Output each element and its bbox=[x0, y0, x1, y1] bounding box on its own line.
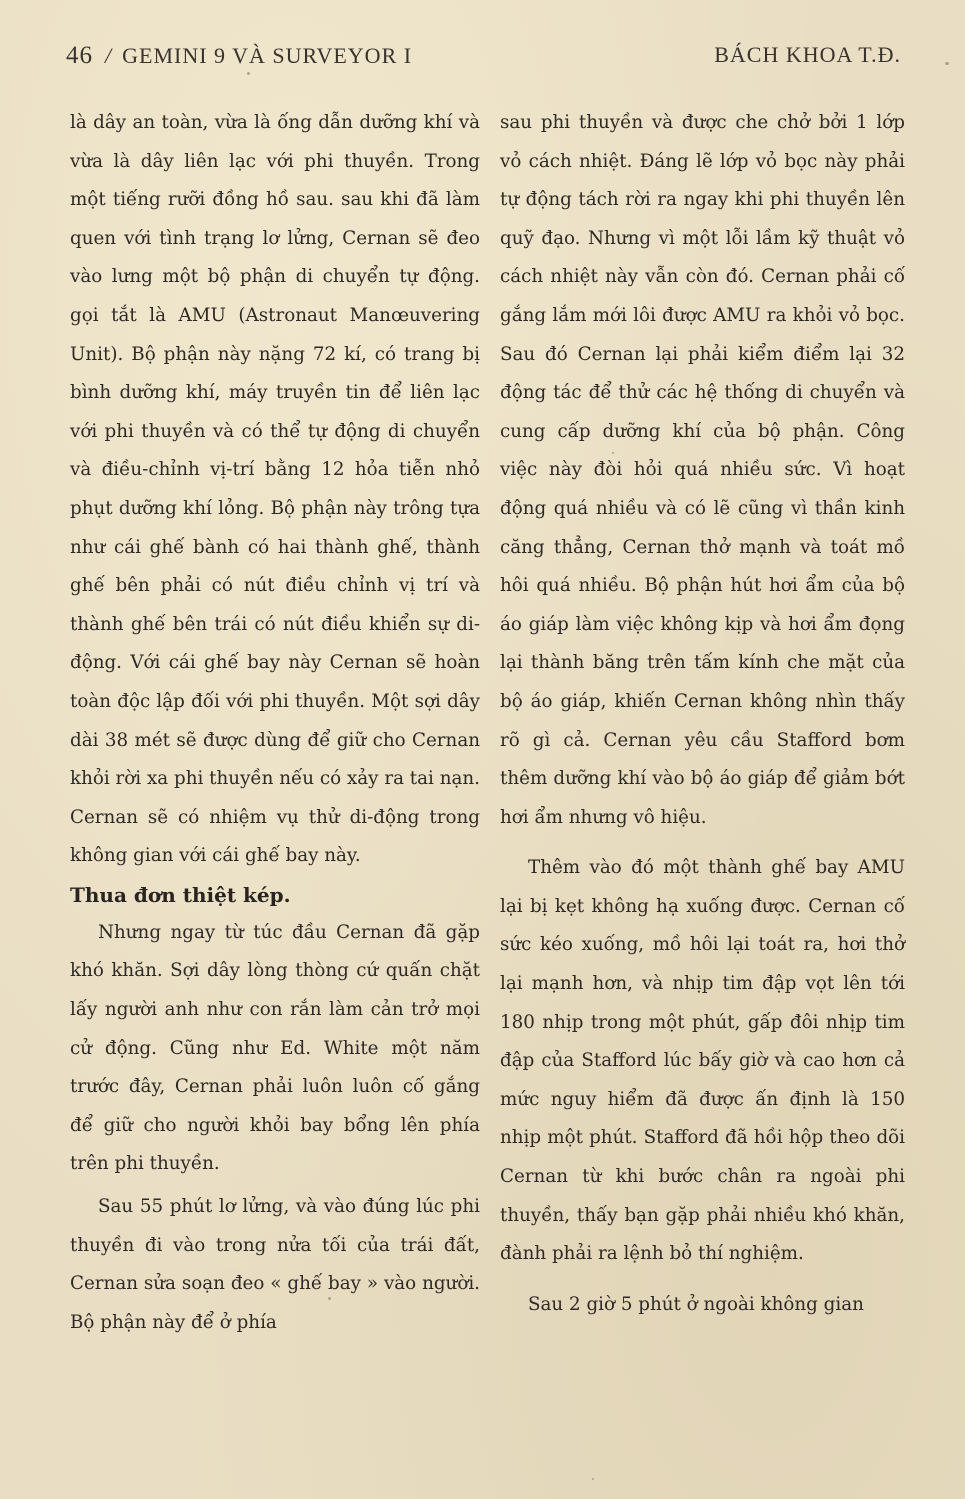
article-title: GEMINI 9 VÀ SURVEYOR I bbox=[122, 43, 413, 68]
right-paragraph-3: Sau 2 giờ 5 phút ở ngoài không gian bbox=[528, 1293, 864, 1315]
right-column bbox=[500, 104, 905, 1324]
paper-speck bbox=[945, 62, 949, 65]
paper-speck bbox=[592, 1478, 594, 1480]
section-heading: Thua đơn thiệt kép. bbox=[70, 882, 291, 907]
right-paragraph-2: Thêm vào đó một thành ghế bay AMU lại bị kẹt không hạ xuống được. Cernan cố sức kéo xuống, mồ hôi lại toát ra, hơi thở lại mạnh hơn, và nhịp tim đập vọt lên tới 180 nhịp trong một phút, gấp đôi nhịp tim đập của Stafford lúc bấy giờ và cao hơn cả mức nguy hiểm đã được ấn định là 150 nhịp một phút. Stafford đã hồi hộp theo dõi Cernan từ khi bước chân ra ngoài phi thuyền, thấy bạn gặp phải nhiều khó khăn, đành phải ra lệnh bỏ thí nghiệm. bbox=[500, 857, 905, 1265]
paper-speck bbox=[247, 72, 250, 75]
header-separator: / bbox=[105, 43, 113, 68]
left-paragraph-3: Sau 55 phút lơ lửng, và vào đúng lúc phi thuyền đi vào trong nửa tối của trái đất, Cernan sửa soạn đeo « ghế bay » vào người. Bộ phận này để ở phía bbox=[70, 1196, 480, 1333]
left-column bbox=[70, 104, 480, 1342]
page-number: 46 bbox=[66, 42, 93, 69]
left-paragraph-1: là dây an toàn, vừa là ống dẫn dưỡng khí và vừa là dây liên lạc với phi thuyền. Trong một tiếng rưỡi đồng hồ sau. sau khi đã làm quen với tình trạng lơ lửng, Cernan sẽ đeo vào lưng một bộ phận di chuyển tự động. gọi tắt là AMU (Astronaut Manœuvering Unit). Bộ phận này nặng 72 kí, có trang bị bình dưỡng khí, máy truyền tin để liên lạc với phi thuyền và có thể tự động di chuyển và điều-chỉnh vị-trí bằng 12 hỏa tiễn nhỏ phụt dưỡng khí lỏng. Bộ phận này trông tựa như cái ghế bành có hai thành ghế, thành ghế bên phải có nút điều chỉnh vị trí và thành ghế bên trái có nút điều khiển sự di-động. Với cái ghế bay này Cernan sẽ hoàn toàn độc lập đối với phi thuyền. Một sợi dây dài 38 mét sẽ được dùng để giữ cho Cernan khỏi rời xa phi thuyền nếu có xảy ra tai nạn. Cernan sẽ có nhiệm vụ thử di-động trong không gian với cái ghế bay này. bbox=[70, 112, 480, 867]
left-paragraph-2: Nhưng ngay từ túc đầu Cernan đã gặp khó khăn. Sợi dây lòng thòng cứ quấn chặt lấy người anh như con rắn làm cản trở mọi cử động. Cũng như Ed. White một năm trước đây, Cernan phải luôn luôn cố gắng để giữ cho người khỏi bay bổng lên phía trên phi thuyền. bbox=[70, 921, 480, 1175]
header-left bbox=[66, 42, 412, 70]
running-header bbox=[66, 42, 901, 78]
paper-speck bbox=[328, 1297, 331, 1300]
right-paragraph-1: sau phi thuyền và được che chở bởi 1 lớp vỏ cách nhiệt. Đáng lẽ lớp vỏ bọc này phải tự động tách rời ra ngay khi phi thuyền lên quỹ đạo. Nhưng vì một lỗi lầm kỹ thuật vỏ cách nhiệt này vẫn còn đó. Cernan phải cố gắng lắm mới lôi được AMU ra khỏi vỏ bọc. Sau đó Cernan lại phải kiểm điểm lại 32 động tác để thử các hệ thống di chuyển và cung cấp dưỡng khí của bộ phận. Công việc này đòi hỏi quá nhiều sức. Vì hoạt động quá nhiều và có lẽ cũng vì thần kinh căng thẳng, Cernan thở mạnh và toát mồ hôi quá nhiều. Bộ phận hút hơi ẩm của bộ áo giáp làm việc không kịp và hơi ẩm đọng lại thành băng trên tấm kính che mặt của bộ áo giáp, khiến Cernan không nhìn thấy rõ gì cả. Cernan yêu cầu Stafford bơm thêm dưỡng khí vào bộ áo giáp để giảm bớt hơi ẩm nhưng vô hiệu. bbox=[500, 112, 905, 828]
paper-speck bbox=[612, 452, 614, 454]
publication-name: BÁCH KHOA T.Đ. bbox=[714, 42, 901, 67]
